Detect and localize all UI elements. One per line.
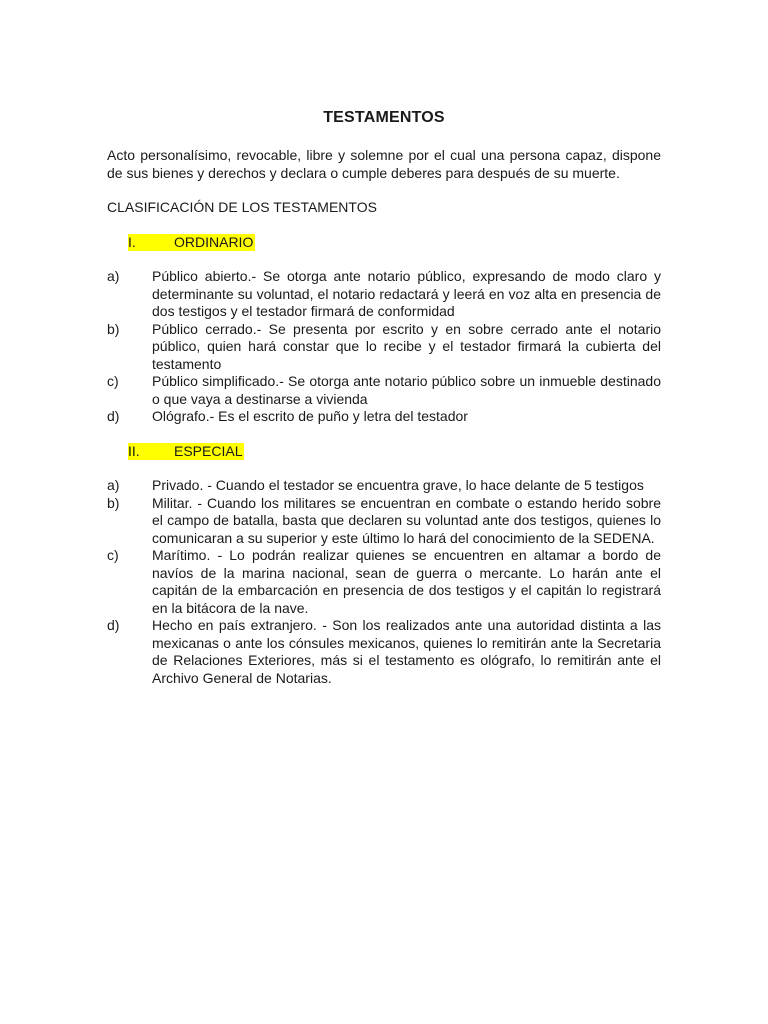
document-content [107, 108, 661, 704]
list-item [107, 495, 661, 548]
section-label: ESPECIAL [174, 442, 243, 459]
list-marker: a) [107, 268, 120, 284]
list-item-text: Público abierto.- Se otorga ante notario público, expresando de modo claro y determinante su voluntad, el notario redactará y leerá en voz alta en presencia de dos testigos y el testador firmará de conformidad [152, 268, 661, 319]
section-heading-especial [128, 443, 661, 461]
section-highlight [128, 443, 244, 461]
list-marker: c) [107, 547, 119, 563]
list-item [107, 268, 661, 321]
document-title: TESTAMENTOS [323, 109, 445, 126]
list-marker: d) [107, 617, 120, 633]
especial-list [107, 477, 661, 687]
list-marker: c) [107, 373, 119, 389]
list-item-text: Público cerrado.- Se presenta por escrito y en sobre cerrado ante el notario público, quien hará constar que lo recibe y el testador firmará la cubierta del testamento [152, 320, 661, 372]
intro-paragraph: Acto personalísimo, revocable, libre y solemne por el cual una persona capaz, dispone de sus bienes y derechos y declara o cumple deberes para después de su muerte. [107, 147, 661, 181]
list-item-text: Marítimo. - Lo podrán realizar quienes se encuentren en altamar a bordo de navíos de la marina nacional, sean de guerra o mercante. Lo harán ante el capitán de la embarcación en presencia de dos testigos y el capitán lo registrará en la bitácora de la nave. [152, 547, 661, 616]
list-marker: d) [107, 408, 120, 424]
list-item-text: Hecho en país extranjero. - Son los realizados ante una autoridad distinta a las mexicanas o ante los cónsules mexicanos, quienes lo remitirán ante la Secretaria de Relaciones Exteriores, más si el testamento es ológrafo, lo remitirán ante el Archivo General de Notarias. [152, 617, 661, 686]
section-label: ORDINARIO [174, 233, 254, 250]
list-marker: a) [107, 477, 120, 493]
section-heading-ordinario [128, 234, 661, 252]
section-number: I. [128, 233, 136, 250]
list-item [107, 408, 661, 426]
list-item-text: Militar. - Cuando los militares se encuentran en combate o estando herido sobre el campo de batalla, basta que declaren su voluntad ante dos testigos, quienes lo comunicaran a su superior y este último lo hará del conocimiento de la SEDENA. [152, 494, 661, 546]
list-item [107, 477, 661, 495]
list-marker: b) [107, 494, 120, 511]
section-number: II. [128, 442, 140, 459]
section-highlight [128, 234, 255, 252]
list-item [107, 321, 661, 374]
list-item-text: Ológrafo.- Es el escrito de puño y letra del testador [152, 408, 468, 424]
list-item [107, 547, 661, 617]
list-marker: b) [107, 320, 120, 337]
list-item-text: Público simplificado.- Se otorga ante notario público sobre un inmueble destinado o que vaya a destinarse a vivienda [152, 373, 661, 407]
ordinario-list [107, 268, 661, 426]
list-item [107, 373, 661, 408]
classification-heading: CLASIFICACIÓN DE LOS TESTAMENTOS [107, 199, 377, 215]
list-item-text: Privado. - Cuando el testador se encuentra grave, lo hace delante de 5 testigos [152, 477, 644, 493]
list-item [107, 617, 661, 687]
